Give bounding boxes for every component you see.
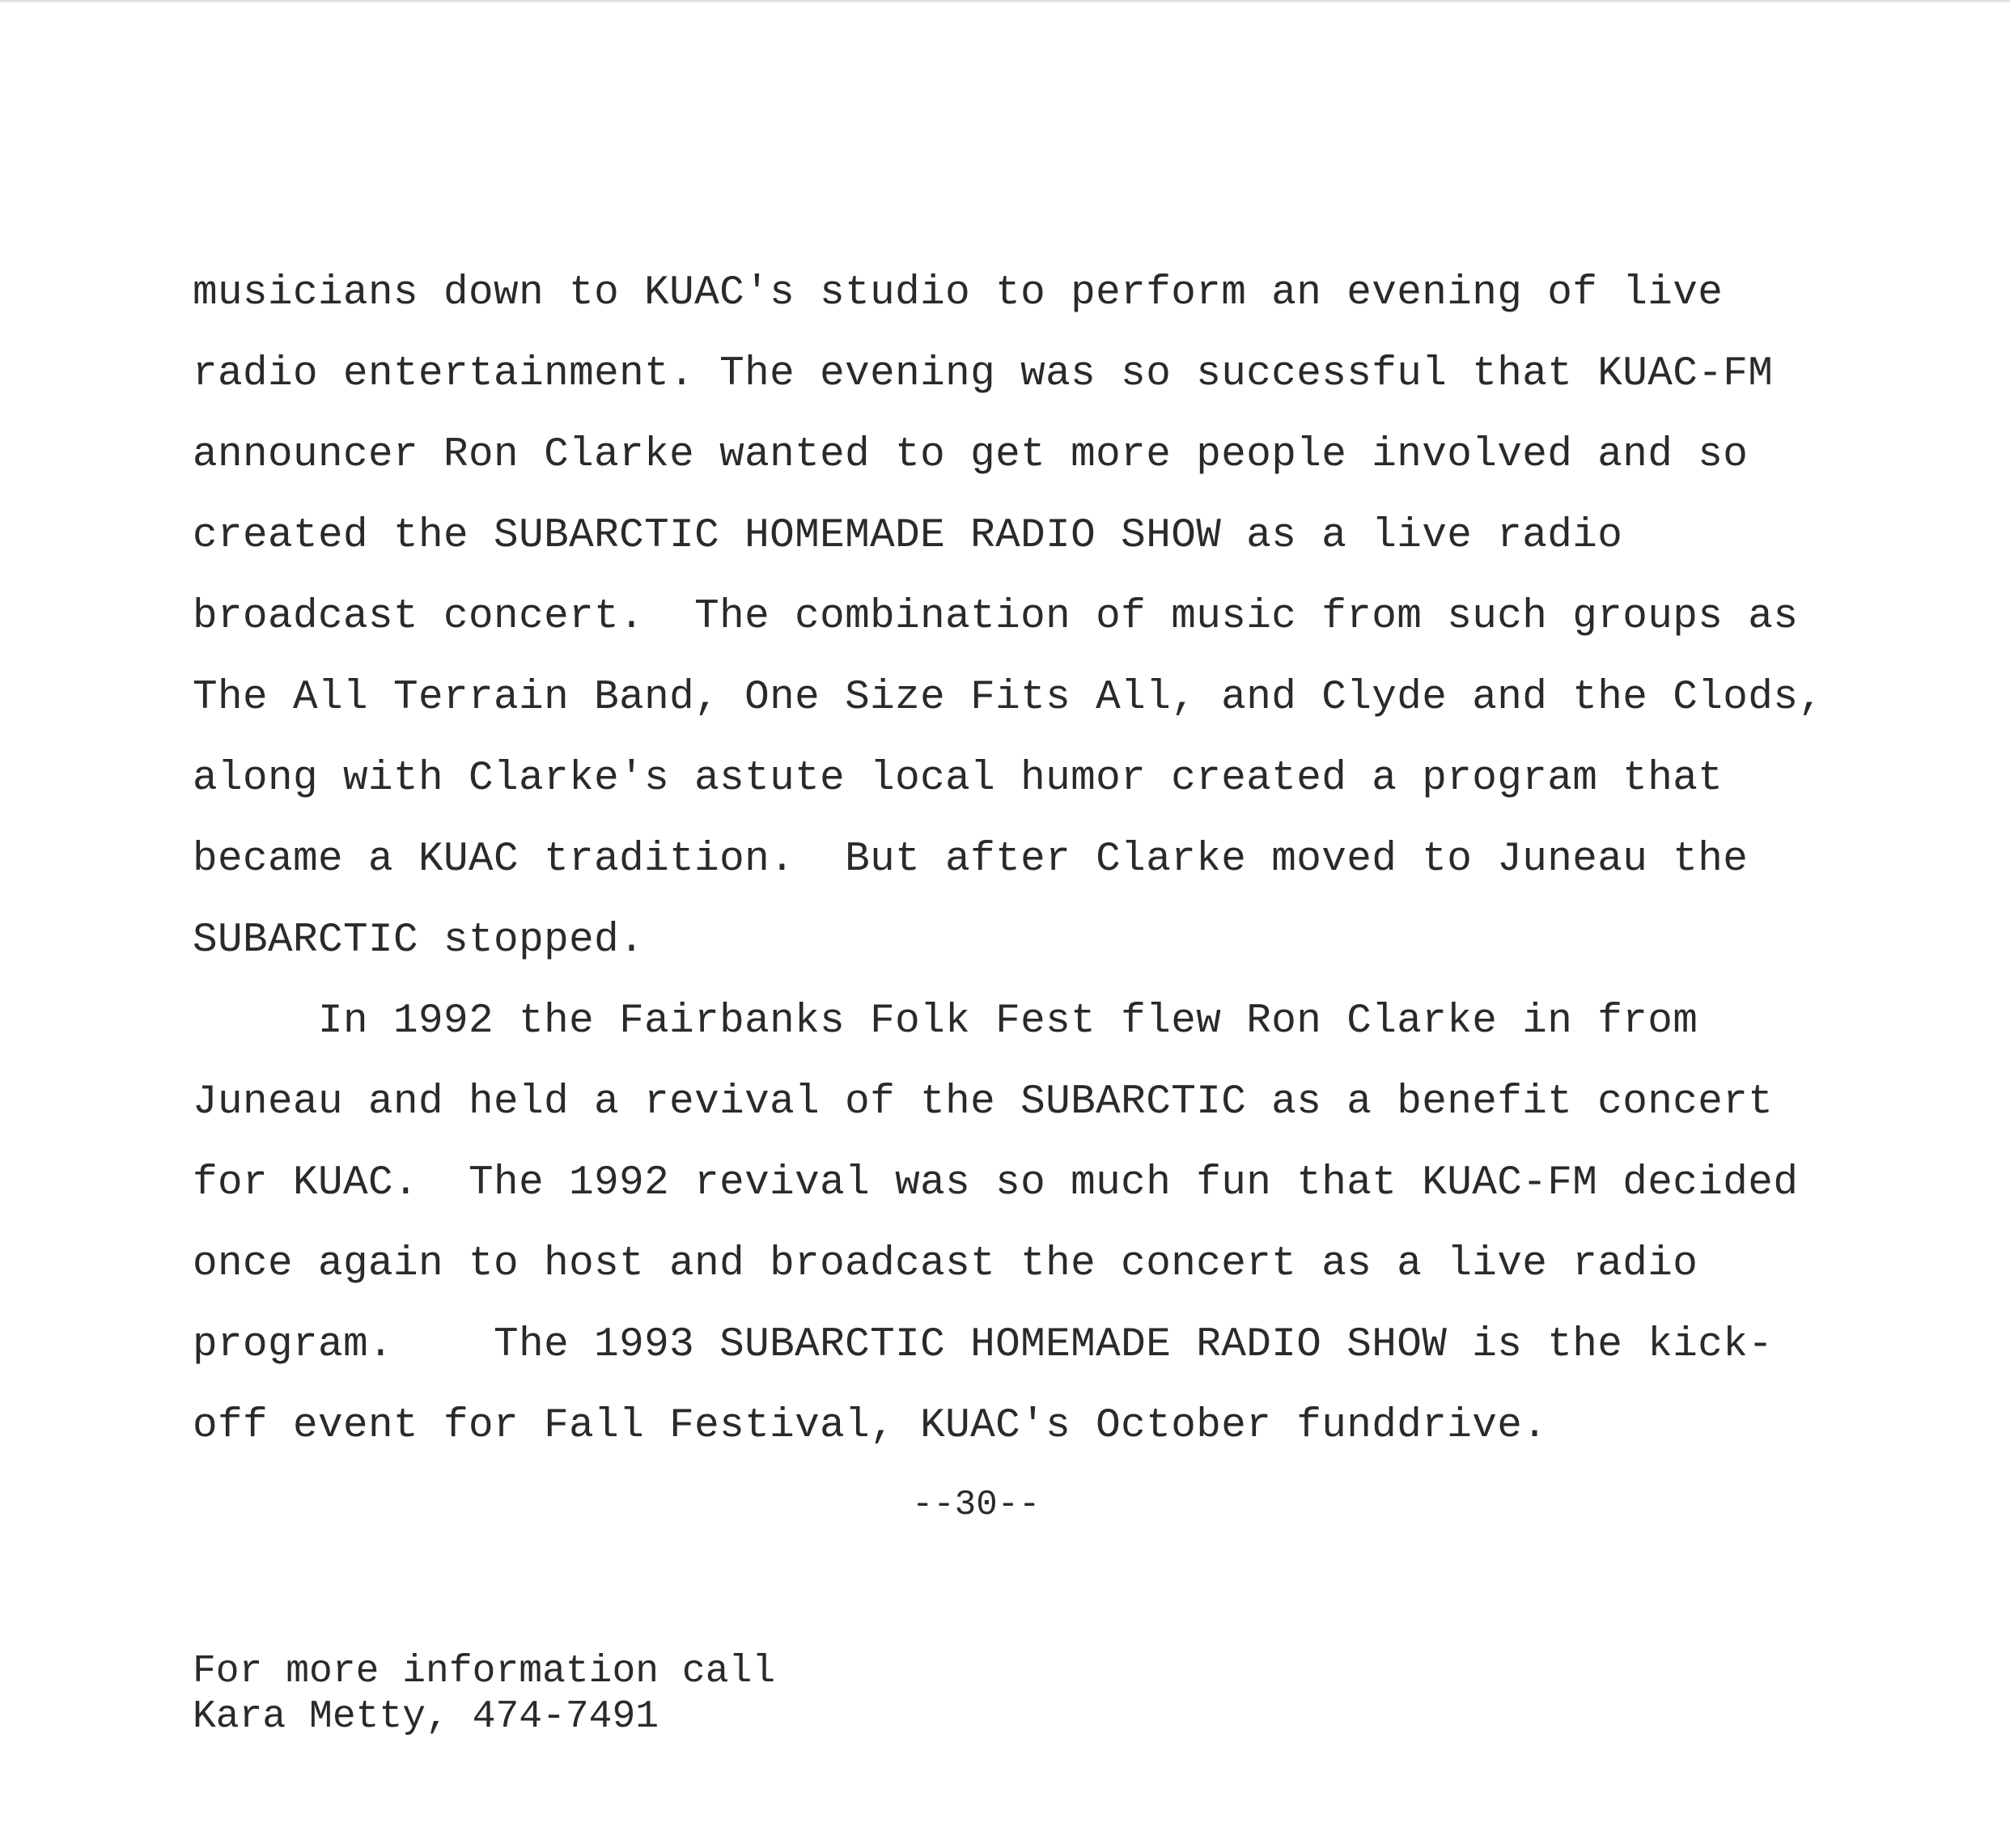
body-line: The All Terrain Band, One Size Fits All, and Clyde and the Clods, [193,675,1824,721]
body-line: SUBARCTIC stopped. [193,918,645,964]
contact-name-phone: Kara Metty, 474-7491 [193,1695,659,1739]
contact-line: For more information call [193,1650,776,1693]
body-line: once again to host and broadcast the concert as a live radio [193,1241,1698,1287]
body-line: program. The 1993 SUBARCTIC HOMEMADE RADIO SHOW is the kick- [193,1322,1774,1368]
page-top-edge [0,0,2010,3]
body-line: became a KUAC tradition. But after Clarke moved to Juneau the [193,837,1749,883]
contact-info [193,1649,775,1740]
body-line: Juneau and held a revival of the SUBARCTIC as a benefit concert [193,1079,1774,1125]
body-line: announcer Ron Clarke wanted to get more people involved and so [193,432,1749,478]
press-release-body [193,265,1851,1479]
body-line: created the SUBARCTIC HOMEMADE RADIO SHOW as a live radio [193,513,1623,559]
body-line: musicians down to KUAC's studio to perform an evening of live [193,270,1724,316]
end-marker: --30-- [912,1485,1041,1525]
body-line: radio entertainment. The evening was so successful that KUAC-FM [193,351,1774,397]
body-line: for KUAC. The 1992 revival was so much fun that KUAC-FM decided [193,1160,1799,1206]
body-line: along with Clarke's astute local humor created a program that [193,756,1724,802]
body-line: broadcast concert. The combination of music from such groups as [193,594,1799,640]
body-line: off event for Fall Festival, KUAC's October funddrive. [193,1403,1548,1449]
body-line: In 1992 the Fairbanks Folk Fest flew Ron Clarke in from [193,998,1698,1045]
